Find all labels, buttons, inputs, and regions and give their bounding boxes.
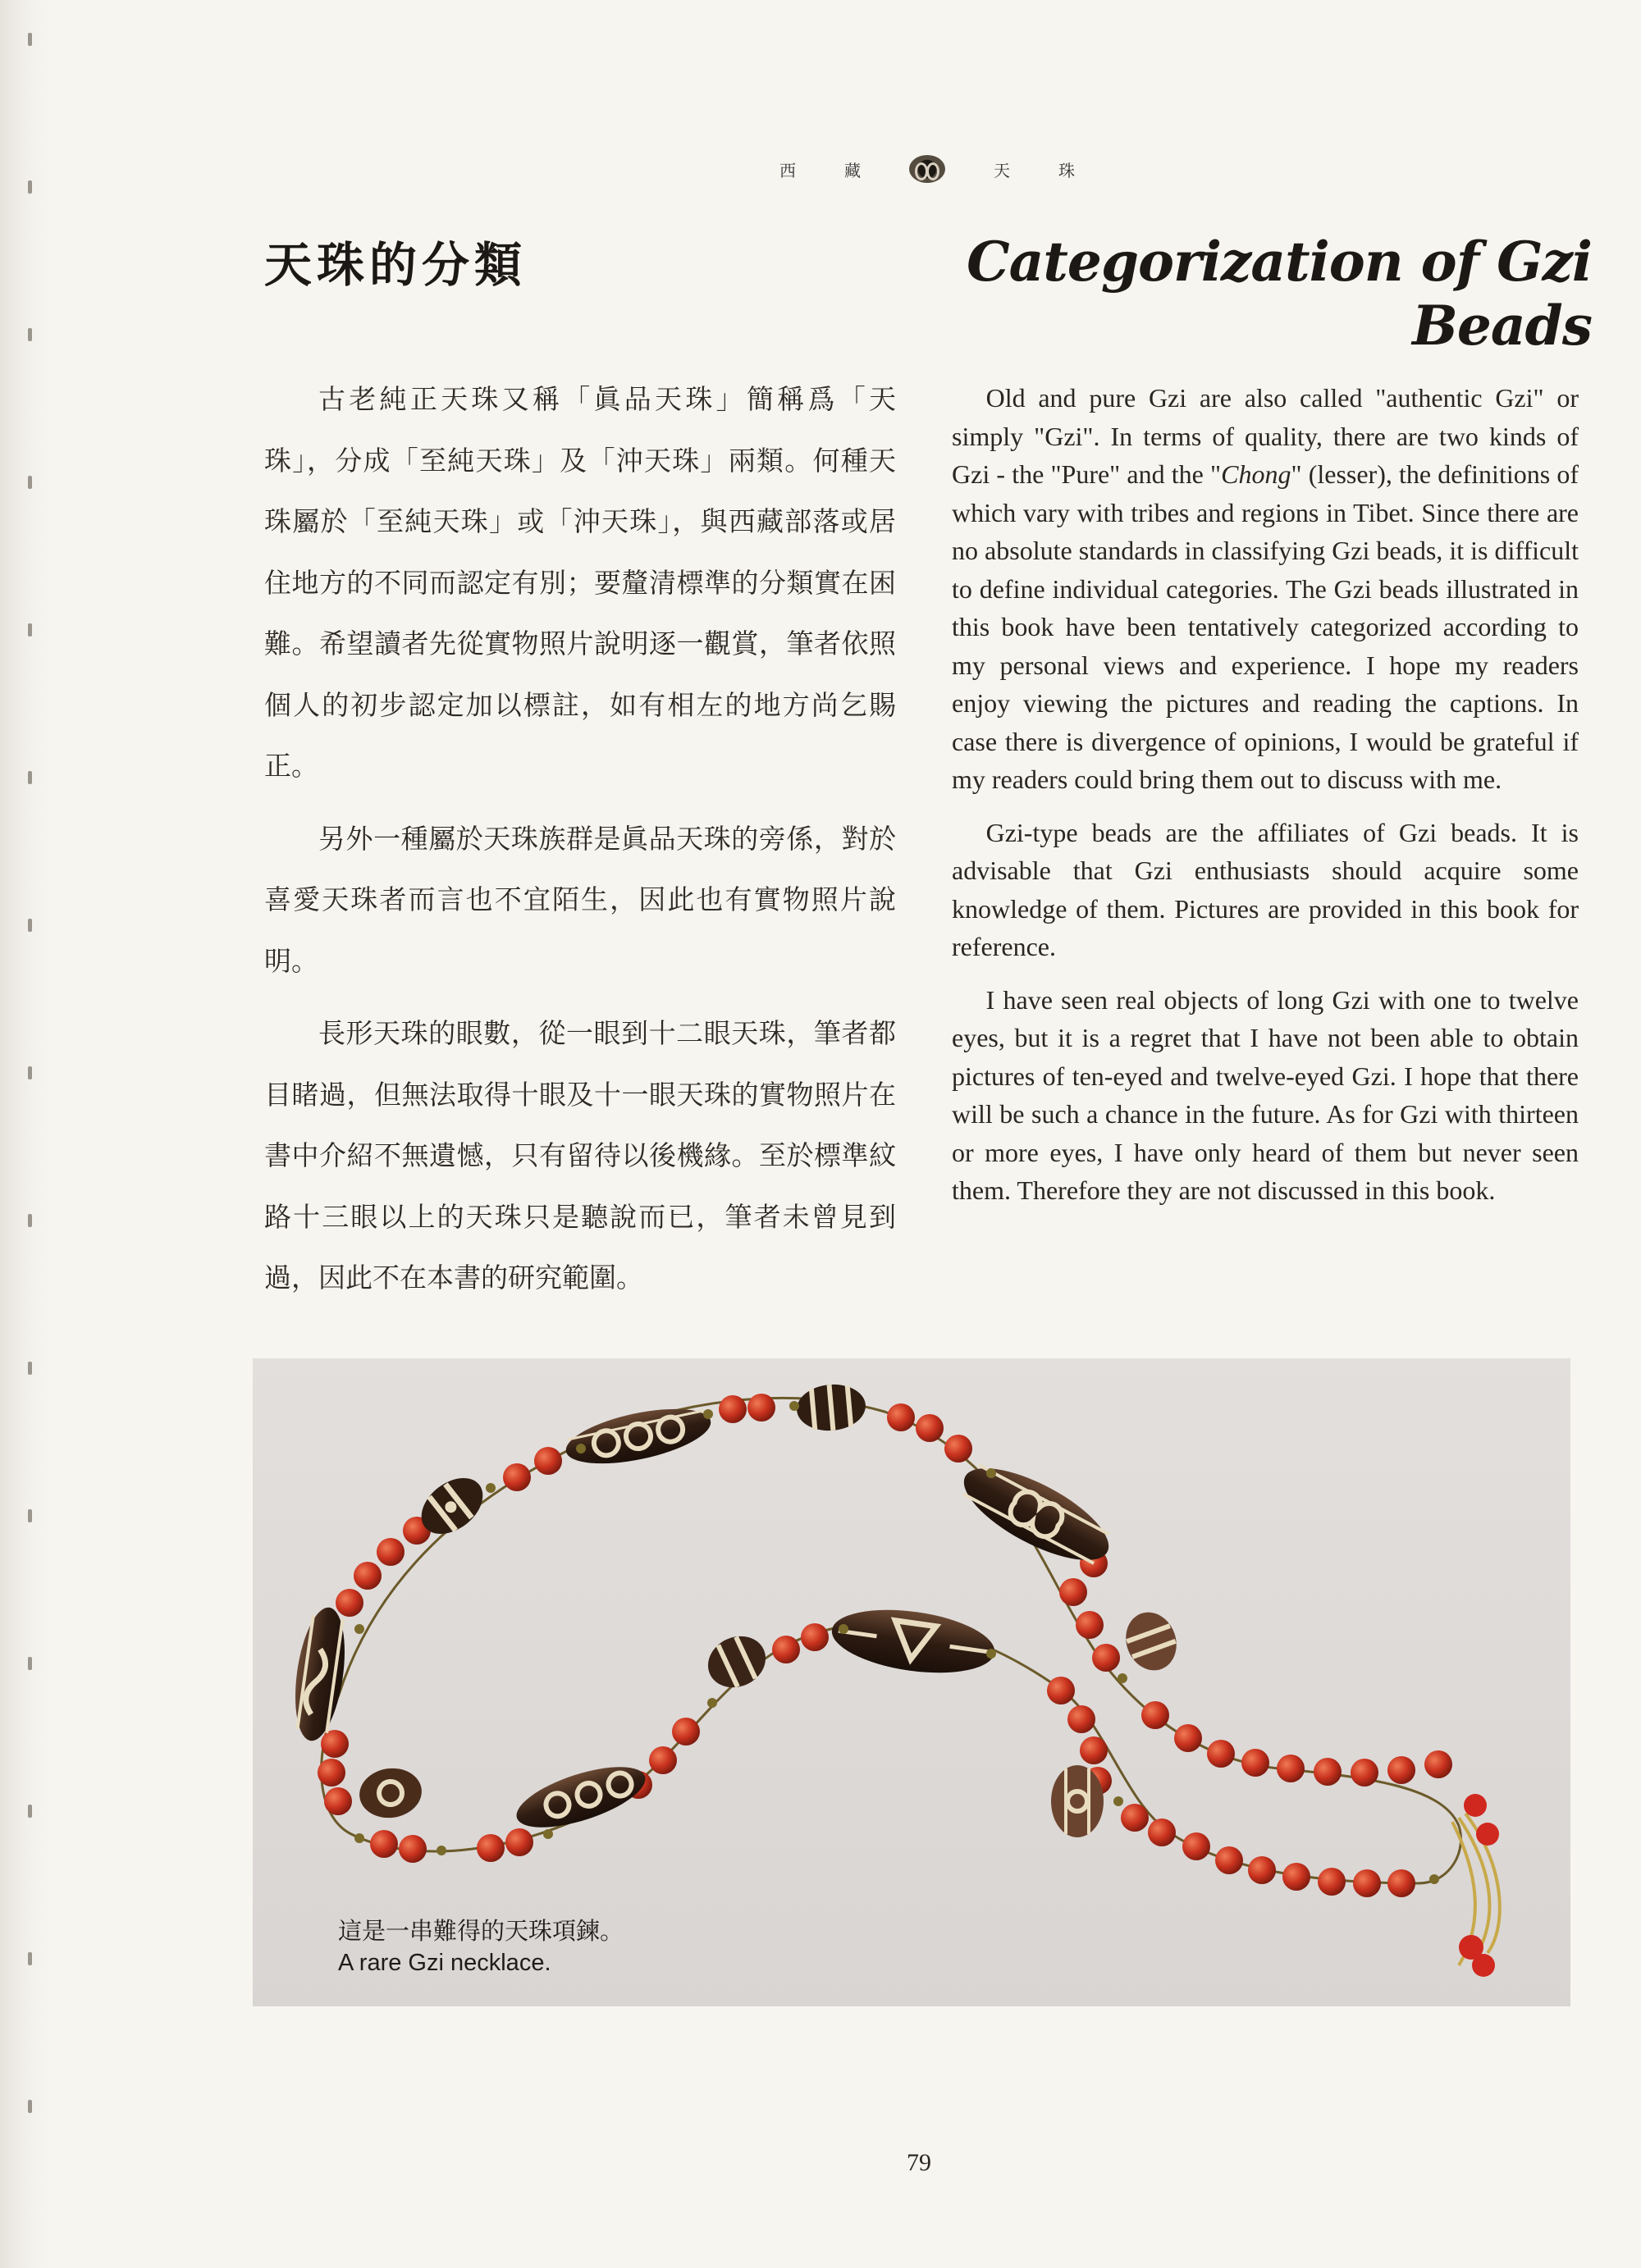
paragraph-text: Old and pure Gzi are also called "authentic Gzi" or simply "Gzi". In terms of quality, there are two kinds of Gzi - the "Pure" and the " (952, 383, 1579, 489)
running-header-char: 天 (994, 160, 1010, 180)
binding-hole (28, 771, 32, 784)
binding-hole (28, 623, 32, 637)
english-body-column (952, 379, 1579, 1225)
binding-hole (28, 180, 32, 194)
running-header-char: 珠 (1058, 160, 1075, 180)
binding-hole (28, 33, 32, 46)
chinese-paragraph: 古老純正天珠又稱「眞品天珠」簡稱爲「天珠」，分成「至純天珠」及「沖天珠」兩類。何種天珠屬於「至純天珠」或「沖天珠」，與西藏部落或居住地方的不同而認定有別；要釐清標準的分類實在困難。希望讀者先從實物照片說明逐一觀賞，筆者依照個人的初步認定加以標註，如有相左的地方尚乞賜正。 (264, 383, 896, 782)
binding-hole (28, 476, 32, 489)
gzi-necklace-photo (253, 1358, 1570, 2006)
binding-hole (28, 1066, 32, 1079)
page-number: 79 (907, 2149, 931, 2176)
binding-hole (28, 1657, 32, 1670)
necklace-illustration (253, 1358, 1570, 2006)
english-paragraph: I have seen real objects of long Gzi with one to twelve eyes, but it is a regret that I have not been able to obtain pictures of ten-eyed and twelve-eyed Gzi. I hope that there will be such a chance in the future. As for Gzi with thirteen or more eyes, I have only heard of them but never seen them. Therefore they are not discussed in this book. (952, 984, 1579, 1205)
english-paragraph (952, 379, 1579, 799)
carnelian-beads (318, 1394, 1499, 1977)
binding-hole (28, 1509, 32, 1522)
chinese-paragraph: 長形天珠的眼數，從一眼到十二眼天珠，筆者都目睹過，但無法取得十眼及十一眼天珠的實物照片在書中介紹不無遺憾，只有留待以後機緣。至於標準紋路十三眼以上的天珠只是聽說而已，筆者未曾見到過，因此不在本書的研究範圍。 (264, 1017, 896, 1294)
binding-hole (28, 1362, 32, 1375)
binding-hole (28, 2100, 32, 2113)
binding-hole (28, 1952, 32, 1965)
binding-hole (28, 1214, 32, 1227)
paragraph-text: " (lesser), the definitions of which vary with tribes and regions in Tibet. Since there are no absolute standards in classifying Gzi beads, it is difficult to define individual categories. The Gzi beads illustrated in this book have been tentatively categorized according to my personal views and experience. I hope my readers enjoy viewing the pictures and reading the captions. In case there is divergence of opinions, I would be grateful if my readers could bring them out to discuss with me. (952, 459, 1579, 794)
chinese-paragraph: 另外一種屬於天珠族群是眞品天珠的旁係，對於喜愛天珠者而言也不宜陌生，因此也有實物照片說明。 (264, 822, 896, 977)
binding-hole (28, 1805, 32, 1818)
gzi-bead-emblem-icon (909, 155, 945, 183)
binding-hole (28, 328, 32, 341)
chapter-title-english: Categorization of Gzi Beads (967, 230, 1592, 358)
photo-caption (338, 1916, 624, 1978)
page-binding-edge (0, 0, 49, 2268)
running-header-char: 西 (779, 160, 796, 180)
running-header-char: 藏 (844, 160, 861, 180)
english-paragraph: Gzi-type beads are the affiliates of Gzi beads. It is advisable that Gzi enthusiasts should acquire some knowledge of them. Pictures are provided in this book for reference. (952, 817, 1579, 961)
emphasis-chong: Chong (1221, 459, 1291, 489)
caption-chinese: 這是一串難得的天珠項鍊。 (338, 1919, 624, 1945)
chapter-title-chinese: 天珠的分類 (264, 237, 528, 293)
gzi-beads (288, 1381, 1185, 1840)
binding-hole (28, 919, 32, 932)
caption-english: A rare Gzi necklace. (338, 1950, 551, 1976)
chinese-body-column (264, 369, 896, 1321)
running-header (779, 153, 1075, 185)
